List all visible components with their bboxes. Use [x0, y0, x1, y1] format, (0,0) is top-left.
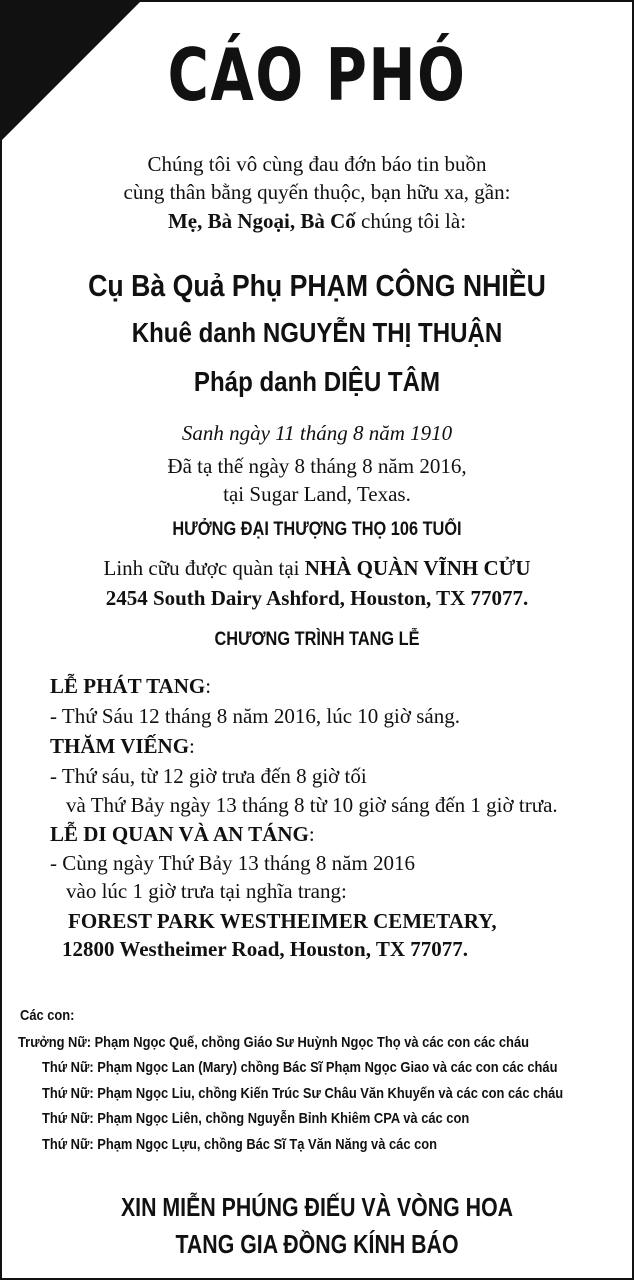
notice-title: CÁO PHÓ	[167, 33, 467, 117]
maiden-name	[46, 317, 588, 349]
family-member: Thứ Nữ: Phạm Ngọc Lan (Mary) chồng Bác Sĩ Phạm Ngọc Giao và các con các cháu	[42, 1059, 558, 1076]
maiden-name-main: NGUYỄN THỊ THUẬN	[262, 317, 503, 348]
section-phat-tang-label: LỄ PHÁT TANG	[50, 674, 206, 698]
relationship-title: Mẹ, Bà Ngoại, Bà Cố	[167, 209, 356, 233]
death-date: Đã tạ thế ngày 8 tháng 8 năm 2016,	[167, 454, 467, 478]
viewing-prefix: Linh cữu được quàn tại	[103, 556, 305, 580]
deceased-name-main: PHẠM CÔNG NHIỀU	[289, 268, 546, 303]
death-place: tại Sugar Land, Texas.	[223, 482, 411, 506]
family-member: Thứ Nữ: Phạm Ngọc Liu, chồng Kiến Trúc Sư Châu Văn Khuyến và các con các cháu	[42, 1085, 564, 1102]
dharma-name-main: DIỆU TÂM	[323, 366, 441, 397]
intro-line-3-rest: chúng tôi là:	[355, 209, 467, 233]
family-heading: Các con:	[20, 1007, 75, 1024]
family-member: Thứ Nữ: Phạm Ngọc Liên, chồng Nguyễn Bỉnh Khiêm CPA và các con	[42, 1110, 470, 1127]
cemetery-name: FOREST PARK WESTHEIMER CEMETARY,	[68, 909, 497, 933]
intro-line-3	[2, 207, 632, 235]
intro-line-2: cùng thân bằng quyến thuộc, bạn hữu xa, gần:	[123, 180, 511, 204]
section-di-quan: LỄ DI QUAN VÀ AN TÁNG:	[50, 822, 315, 846]
phat-tang-time: - Thứ Sáu 12 tháng 8 năm 2016, lúc 10 giờ sáng.	[50, 704, 460, 728]
cemetery-address: 12800 Westheimer Road, Houston, TX 77077.	[62, 937, 469, 961]
maiden-name-prefix: Khuê danh	[131, 317, 263, 348]
di-quan-time-1: - Cùng ngày Thứ Bảy 13 tháng 8 năm 2016	[50, 851, 416, 875]
section-phat-tang: LỄ PHÁT TANG:	[50, 674, 212, 698]
program-heading: CHƯƠNG TRÌNH TANG LỄ	[214, 629, 420, 650]
section-tham-vieng-label: THĂM VIẾNG	[50, 734, 190, 758]
deceased-name	[46, 268, 588, 304]
birth-date: Sanh ngày 11 tháng 8 năm 1910	[181, 421, 453, 445]
tham-vieng-time-1: - Thứ sáu, từ 12 giờ trưa đến 8 giờ tối	[50, 764, 367, 788]
section-tham-vieng: THĂM VIẾNG:	[50, 734, 195, 758]
family-member: Trưởng Nữ: Phạm Ngọc Quế, chồng Giáo Sư Huỳnh Ngọc Thọ và các con các cháu	[18, 1034, 530, 1051]
dharma-name	[46, 366, 588, 398]
funeral-home-name: NHÀ QUÀN VĨNH CỬU	[304, 556, 531, 580]
tham-vieng-time-2: và Thứ Bảy ngày 13 tháng 8 từ 10 giờ sáng đến 1 giờ trưa.	[66, 793, 558, 817]
age-heading: HƯỞNG ĐẠI THƯỢNG THỌ 106 TUỔI	[172, 519, 462, 540]
di-quan-time-2: vào lúc 1 giờ trưa tại nghĩa trang:	[66, 879, 347, 903]
section-di-quan-label: LỄ DI QUAN VÀ AN TÁNG	[50, 822, 309, 846]
family-member: Thứ Nữ: Phạm Ngọc Lựu, chồng Bác Sĩ Tạ Văn Năng và các con	[42, 1136, 438, 1153]
footer-line-1: XIN MIỄN PHÚNG ĐIẾU VÀ VÒNG HOA	[120, 1192, 514, 1222]
funeral-home-address: 2454 South Dairy Ashford, Houston, TX 77077.	[105, 586, 529, 610]
footer-line-2: TANG GIA ĐỒNG KÍNH BÁO	[175, 1229, 459, 1259]
deceased-name-prefix: Cụ Bà Quả Phụ	[88, 268, 290, 303]
intro-line-1: Chúng tôi vô cùng đau đớn báo tin buồn	[147, 152, 487, 176]
viewing-location	[2, 554, 632, 582]
dharma-name-prefix: Pháp danh	[193, 366, 324, 397]
